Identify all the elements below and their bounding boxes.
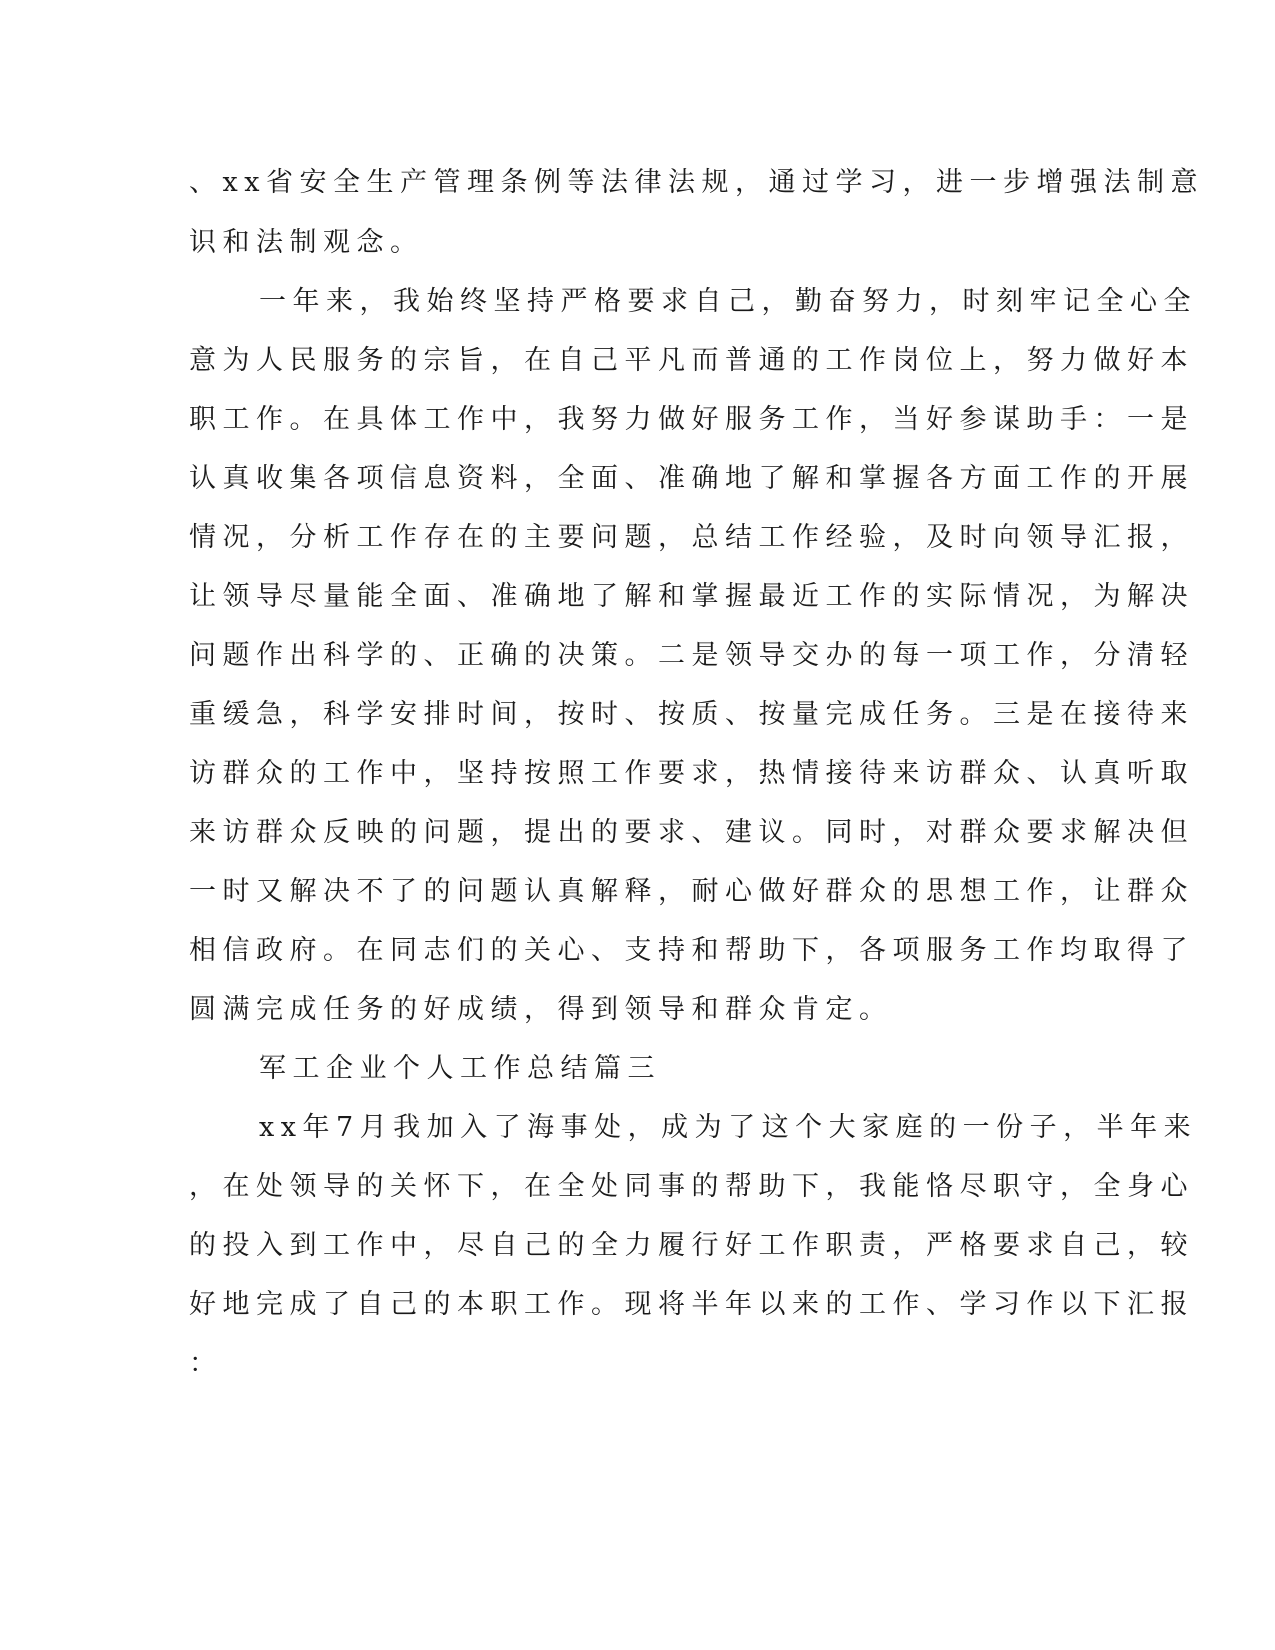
text-line: 情况，分析工作存在的主要问题，总结工作经验，及时向领导汇报， — [189, 522, 1194, 553]
paragraph-first-line: 一年来，我始终坚持严格要求自己，勤奋努力，时刻牢记全心全 — [259, 286, 1197, 317]
text-line: 让领导尽量能全面、准确地了解和掌握最近工作的实际情况，为解决 — [189, 581, 1194, 612]
section-heading: 军工企业个人工作总结篇三 — [259, 1053, 661, 1084]
text-line: 认真收集各项信息资料，全面、准确地了解和掌握各方面工作的开展 — [189, 463, 1194, 494]
text-line: 圆满完成任务的好成绩，得到领导和群众肯定。 — [189, 994, 893, 1025]
text-line: 意为人民服务的宗旨，在自己平凡而普通的工作岗位上，努力做好本 — [189, 345, 1194, 376]
text-line: 重缓急，科学安排时间，按时、按质、按量完成任务。三是在接待来 — [189, 699, 1194, 730]
text-line: 职工作。在具体工作中，我努力做好服务工作，当好参谋助手：一是 — [189, 404, 1194, 435]
text-line: 相信政府。在同志们的关心、支持和帮助下，各项服务工作均取得了 — [189, 935, 1194, 966]
text-line: 好地完成了自己的本职工作。现将半年以来的工作、学习作以下汇报 — [189, 1289, 1194, 1320]
text-line: 一时又解决不了的问题认真解释，耐心做好群众的思想工作，让群众 — [189, 876, 1194, 907]
paragraph-first-line: xx年7月我加入了海事处，成为了这个大家庭的一份子，半年来 — [259, 1112, 1198, 1143]
text-line: 问题作出科学的、正确的决策。二是领导交办的每一项工作，分清轻 — [189, 640, 1194, 671]
text-line: ： — [189, 1348, 223, 1379]
text-line: 识和法制观念。 — [189, 227, 424, 258]
text-line: 来访群众反映的问题，提出的要求、建议。同时，对群众要求解决但 — [189, 817, 1194, 848]
text-line: 访群众的工作中，坚持按照工作要求，热情接待来访群众、认真听取 — [189, 758, 1194, 789]
text-line: 、xx省安全生产管理条例等法律法规，通过学习，进一步增强法制意 — [189, 167, 1204, 198]
text-line: 的投入到工作中，尽自己的全力履行好工作职责，严格要求自己，较 — [189, 1230, 1194, 1261]
text-line: ，在处领导的关怀下，在全处同事的帮助下，我能恪尽职守，全身心 — [189, 1171, 1194, 1202]
